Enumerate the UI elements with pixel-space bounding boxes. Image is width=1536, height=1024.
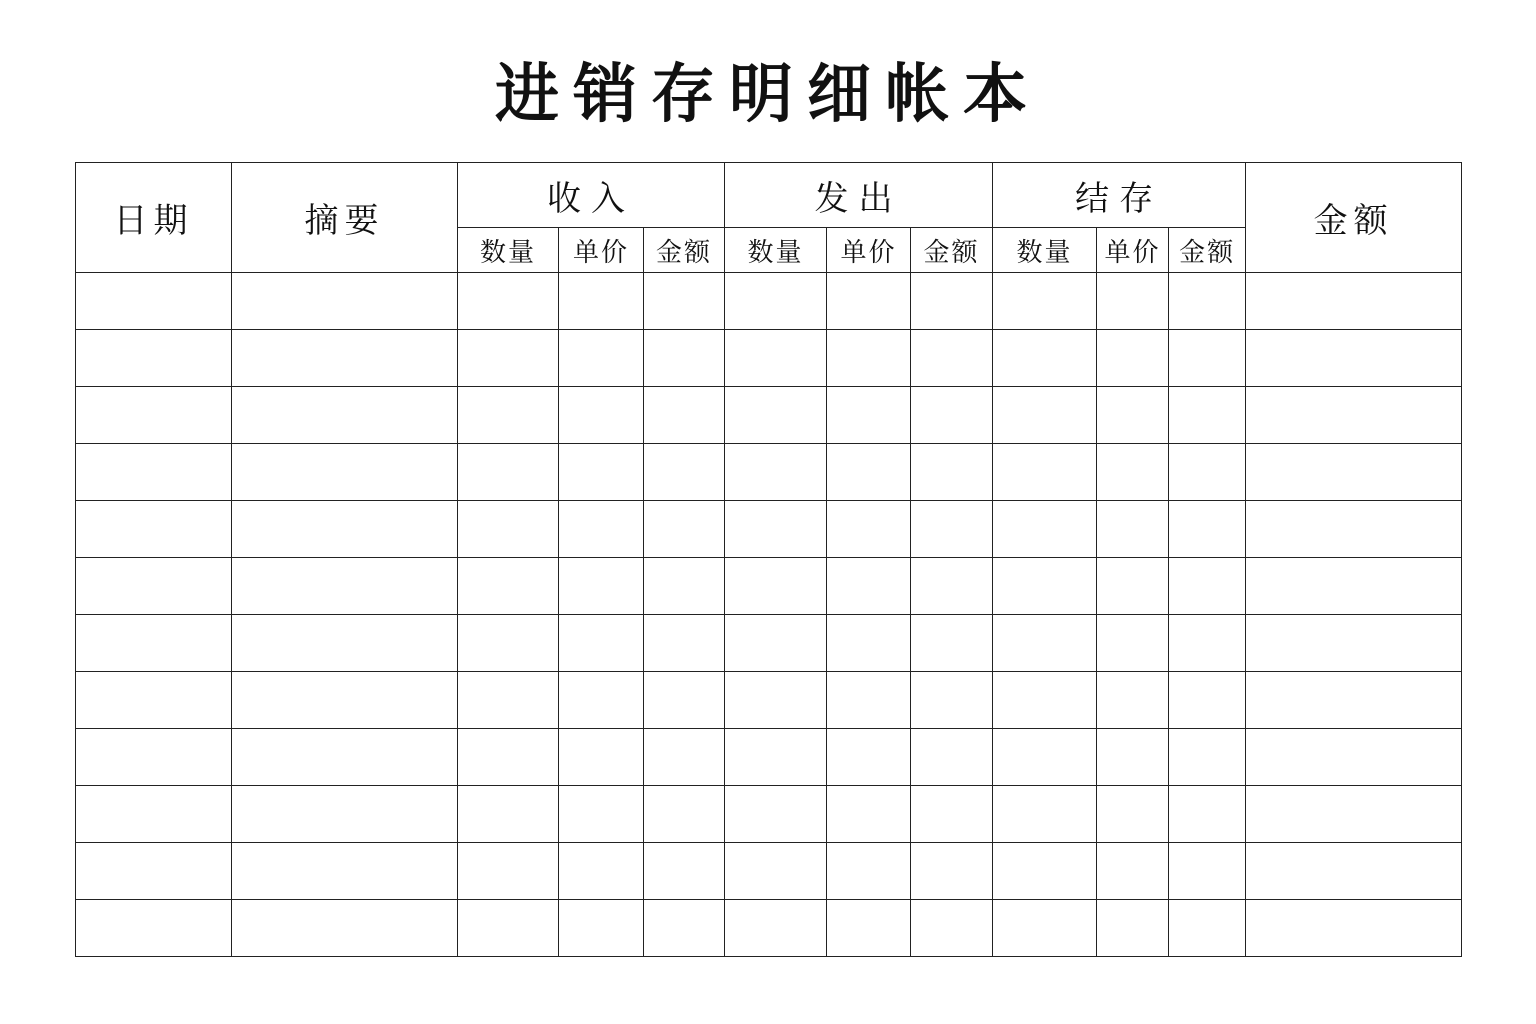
cell-date — [76, 501, 232, 558]
header-income-amount: 金额 — [644, 228, 725, 273]
cell-income-amount — [644, 273, 725, 330]
cell-balance-amount — [1169, 387, 1246, 444]
cell-issue-unit-price — [827, 786, 911, 843]
cell-balance-quantity — [993, 501, 1097, 558]
cell-issue-unit-price — [827, 387, 911, 444]
cell-issue-unit-price — [827, 615, 911, 672]
cell-income-unit-price — [559, 900, 644, 957]
cell-issue-quantity — [725, 615, 827, 672]
cell-issue-quantity — [725, 387, 827, 444]
cell-date — [76, 273, 232, 330]
cell-income-unit-price — [559, 444, 644, 501]
cell-issue-amount — [911, 900, 993, 957]
cell-balance-unit-price — [1097, 843, 1169, 900]
cell-income-amount — [644, 843, 725, 900]
cell-balance-quantity — [993, 330, 1097, 387]
table-row — [76, 786, 1462, 843]
cell-balance-quantity — [993, 672, 1097, 729]
cell-issue-amount — [911, 729, 993, 786]
cell-issue-quantity — [725, 786, 827, 843]
cell-balance-quantity — [993, 387, 1097, 444]
header-issue-amount: 金额 — [911, 228, 993, 273]
cell-income-quantity — [458, 330, 559, 387]
cell-income-unit-price — [559, 387, 644, 444]
cell-balance-unit-price — [1097, 444, 1169, 501]
cell-balance-quantity — [993, 786, 1097, 843]
table-row — [76, 444, 1462, 501]
cell-date — [76, 387, 232, 444]
cell-balance-quantity — [993, 444, 1097, 501]
ledger-body — [76, 273, 1462, 957]
cell-issue-quantity — [725, 330, 827, 387]
cell-issue-amount — [911, 843, 993, 900]
cell-issue-quantity — [725, 729, 827, 786]
cell-amount — [1246, 786, 1462, 843]
table-row — [76, 615, 1462, 672]
cell-summary — [232, 444, 458, 501]
header-date: 日期 — [76, 163, 232, 273]
cell-date — [76, 843, 232, 900]
cell-issue-unit-price — [827, 273, 911, 330]
table-row — [76, 729, 1462, 786]
cell-amount — [1246, 444, 1462, 501]
cell-income-unit-price — [559, 843, 644, 900]
cell-amount — [1246, 729, 1462, 786]
cell-date — [76, 729, 232, 786]
cell-summary — [232, 900, 458, 957]
cell-amount — [1246, 330, 1462, 387]
cell-issue-quantity — [725, 273, 827, 330]
cell-income-quantity — [458, 273, 559, 330]
cell-balance-amount — [1169, 330, 1246, 387]
ledger-table — [75, 162, 1462, 957]
cell-income-quantity — [458, 501, 559, 558]
cell-income-unit-price — [559, 330, 644, 387]
cell-amount — [1246, 501, 1462, 558]
cell-income-quantity — [458, 672, 559, 729]
cell-balance-unit-price — [1097, 387, 1169, 444]
table-row — [76, 501, 1462, 558]
cell-income-amount — [644, 444, 725, 501]
table-row — [76, 387, 1462, 444]
cell-issue-unit-price — [827, 444, 911, 501]
cell-income-amount — [644, 615, 725, 672]
cell-summary — [232, 672, 458, 729]
cell-summary — [232, 729, 458, 786]
cell-income-quantity — [458, 786, 559, 843]
cell-balance-amount — [1169, 615, 1246, 672]
cell-income-quantity — [458, 444, 559, 501]
cell-balance-amount — [1169, 786, 1246, 843]
cell-date — [76, 786, 232, 843]
cell-amount — [1246, 900, 1462, 957]
cell-issue-amount — [911, 444, 993, 501]
header-balance-amount: 金额 — [1169, 228, 1246, 273]
cell-balance-unit-price — [1097, 786, 1169, 843]
cell-issue-amount — [911, 501, 993, 558]
cell-income-amount — [644, 387, 725, 444]
cell-income-unit-price — [559, 729, 644, 786]
cell-summary — [232, 387, 458, 444]
header-income-unit-price: 单价 — [559, 228, 644, 273]
cell-issue-amount — [911, 672, 993, 729]
header-balance-unit-price: 单价 — [1097, 228, 1169, 273]
cell-issue-amount — [911, 615, 993, 672]
cell-balance-quantity — [993, 615, 1097, 672]
cell-income-amount — [644, 672, 725, 729]
header-issue-unit-price: 单价 — [827, 228, 911, 273]
cell-summary — [232, 615, 458, 672]
cell-income-amount — [644, 729, 725, 786]
cell-income-amount — [644, 786, 725, 843]
cell-amount — [1246, 672, 1462, 729]
cell-income-quantity — [458, 900, 559, 957]
cell-amount — [1246, 615, 1462, 672]
cell-balance-amount — [1169, 273, 1246, 330]
cell-amount — [1246, 558, 1462, 615]
cell-balance-quantity — [993, 558, 1097, 615]
table-row — [76, 273, 1462, 330]
cell-income-quantity — [458, 843, 559, 900]
cell-issue-amount — [911, 330, 993, 387]
cell-income-unit-price — [559, 615, 644, 672]
cell-issue-unit-price — [827, 843, 911, 900]
cell-issue-amount — [911, 387, 993, 444]
cell-balance-quantity — [993, 273, 1097, 330]
cell-issue-unit-price — [827, 900, 911, 957]
cell-issue-unit-price — [827, 558, 911, 615]
cell-issue-quantity — [725, 501, 827, 558]
cell-balance-unit-price — [1097, 558, 1169, 615]
cell-issue-amount — [911, 786, 993, 843]
cell-income-amount — [644, 900, 725, 957]
cell-income-amount — [644, 558, 725, 615]
cell-balance-amount — [1169, 843, 1246, 900]
cell-issue-amount — [911, 273, 993, 330]
cell-issue-quantity — [725, 672, 827, 729]
cell-balance-quantity — [993, 729, 1097, 786]
cell-balance-amount — [1169, 558, 1246, 615]
cell-summary — [232, 330, 458, 387]
cell-summary — [232, 501, 458, 558]
cell-balance-amount — [1169, 501, 1246, 558]
cell-balance-amount — [1169, 444, 1246, 501]
cell-balance-unit-price — [1097, 273, 1169, 330]
cell-issue-unit-price — [827, 501, 911, 558]
table-row — [76, 558, 1462, 615]
table-row — [76, 843, 1462, 900]
cell-amount — [1246, 843, 1462, 900]
cell-income-quantity — [458, 387, 559, 444]
header-amount: 金额 — [1246, 163, 1462, 273]
cell-balance-unit-price — [1097, 330, 1169, 387]
header-row-main — [76, 163, 1462, 228]
table-row — [76, 330, 1462, 387]
cell-issue-quantity — [725, 900, 827, 957]
cell-income-unit-price — [559, 786, 644, 843]
header-balance-quantity: 数量 — [993, 228, 1097, 273]
cell-summary — [232, 273, 458, 330]
cell-date — [76, 444, 232, 501]
cell-income-amount — [644, 501, 725, 558]
cell-balance-amount — [1169, 672, 1246, 729]
cell-income-unit-price — [559, 672, 644, 729]
cell-income-amount — [644, 330, 725, 387]
cell-income-quantity — [458, 558, 559, 615]
cell-balance-quantity — [993, 843, 1097, 900]
cell-summary — [232, 843, 458, 900]
cell-amount — [1246, 273, 1462, 330]
cell-amount — [1246, 387, 1462, 444]
cell-balance-amount — [1169, 900, 1246, 957]
table-row — [76, 900, 1462, 957]
cell-issue-quantity — [725, 558, 827, 615]
cell-balance-unit-price — [1097, 615, 1169, 672]
header-group-income: 收入 — [458, 163, 725, 228]
cell-issue-quantity — [725, 444, 827, 501]
cell-balance-unit-price — [1097, 729, 1169, 786]
cell-income-quantity — [458, 615, 559, 672]
cell-balance-unit-price — [1097, 900, 1169, 957]
cell-date — [76, 558, 232, 615]
cell-balance-unit-price — [1097, 501, 1169, 558]
cell-issue-unit-price — [827, 729, 911, 786]
header-issue-quantity: 数量 — [725, 228, 827, 273]
cell-issue-amount — [911, 558, 993, 615]
cell-balance-quantity — [993, 900, 1097, 957]
cell-issue-unit-price — [827, 330, 911, 387]
header-income-quantity: 数量 — [458, 228, 559, 273]
cell-income-unit-price — [559, 273, 644, 330]
cell-income-unit-price — [559, 558, 644, 615]
cell-balance-unit-price — [1097, 672, 1169, 729]
page-title: 进销存明细帐本 — [495, 58, 1041, 132]
table-row — [76, 672, 1462, 729]
cell-date — [76, 672, 232, 729]
cell-summary — [232, 558, 458, 615]
cell-income-quantity — [458, 729, 559, 786]
cell-income-unit-price — [559, 501, 644, 558]
cell-summary — [232, 786, 458, 843]
cell-date — [76, 330, 232, 387]
cell-issue-quantity — [725, 843, 827, 900]
cell-balance-amount — [1169, 729, 1246, 786]
cell-issue-unit-price — [827, 672, 911, 729]
header-group-balance: 结存 — [993, 163, 1246, 228]
header-group-issue: 发出 — [725, 163, 993, 228]
cell-date — [76, 615, 232, 672]
cell-date — [76, 900, 232, 957]
header-summary: 摘要 — [232, 163, 458, 273]
